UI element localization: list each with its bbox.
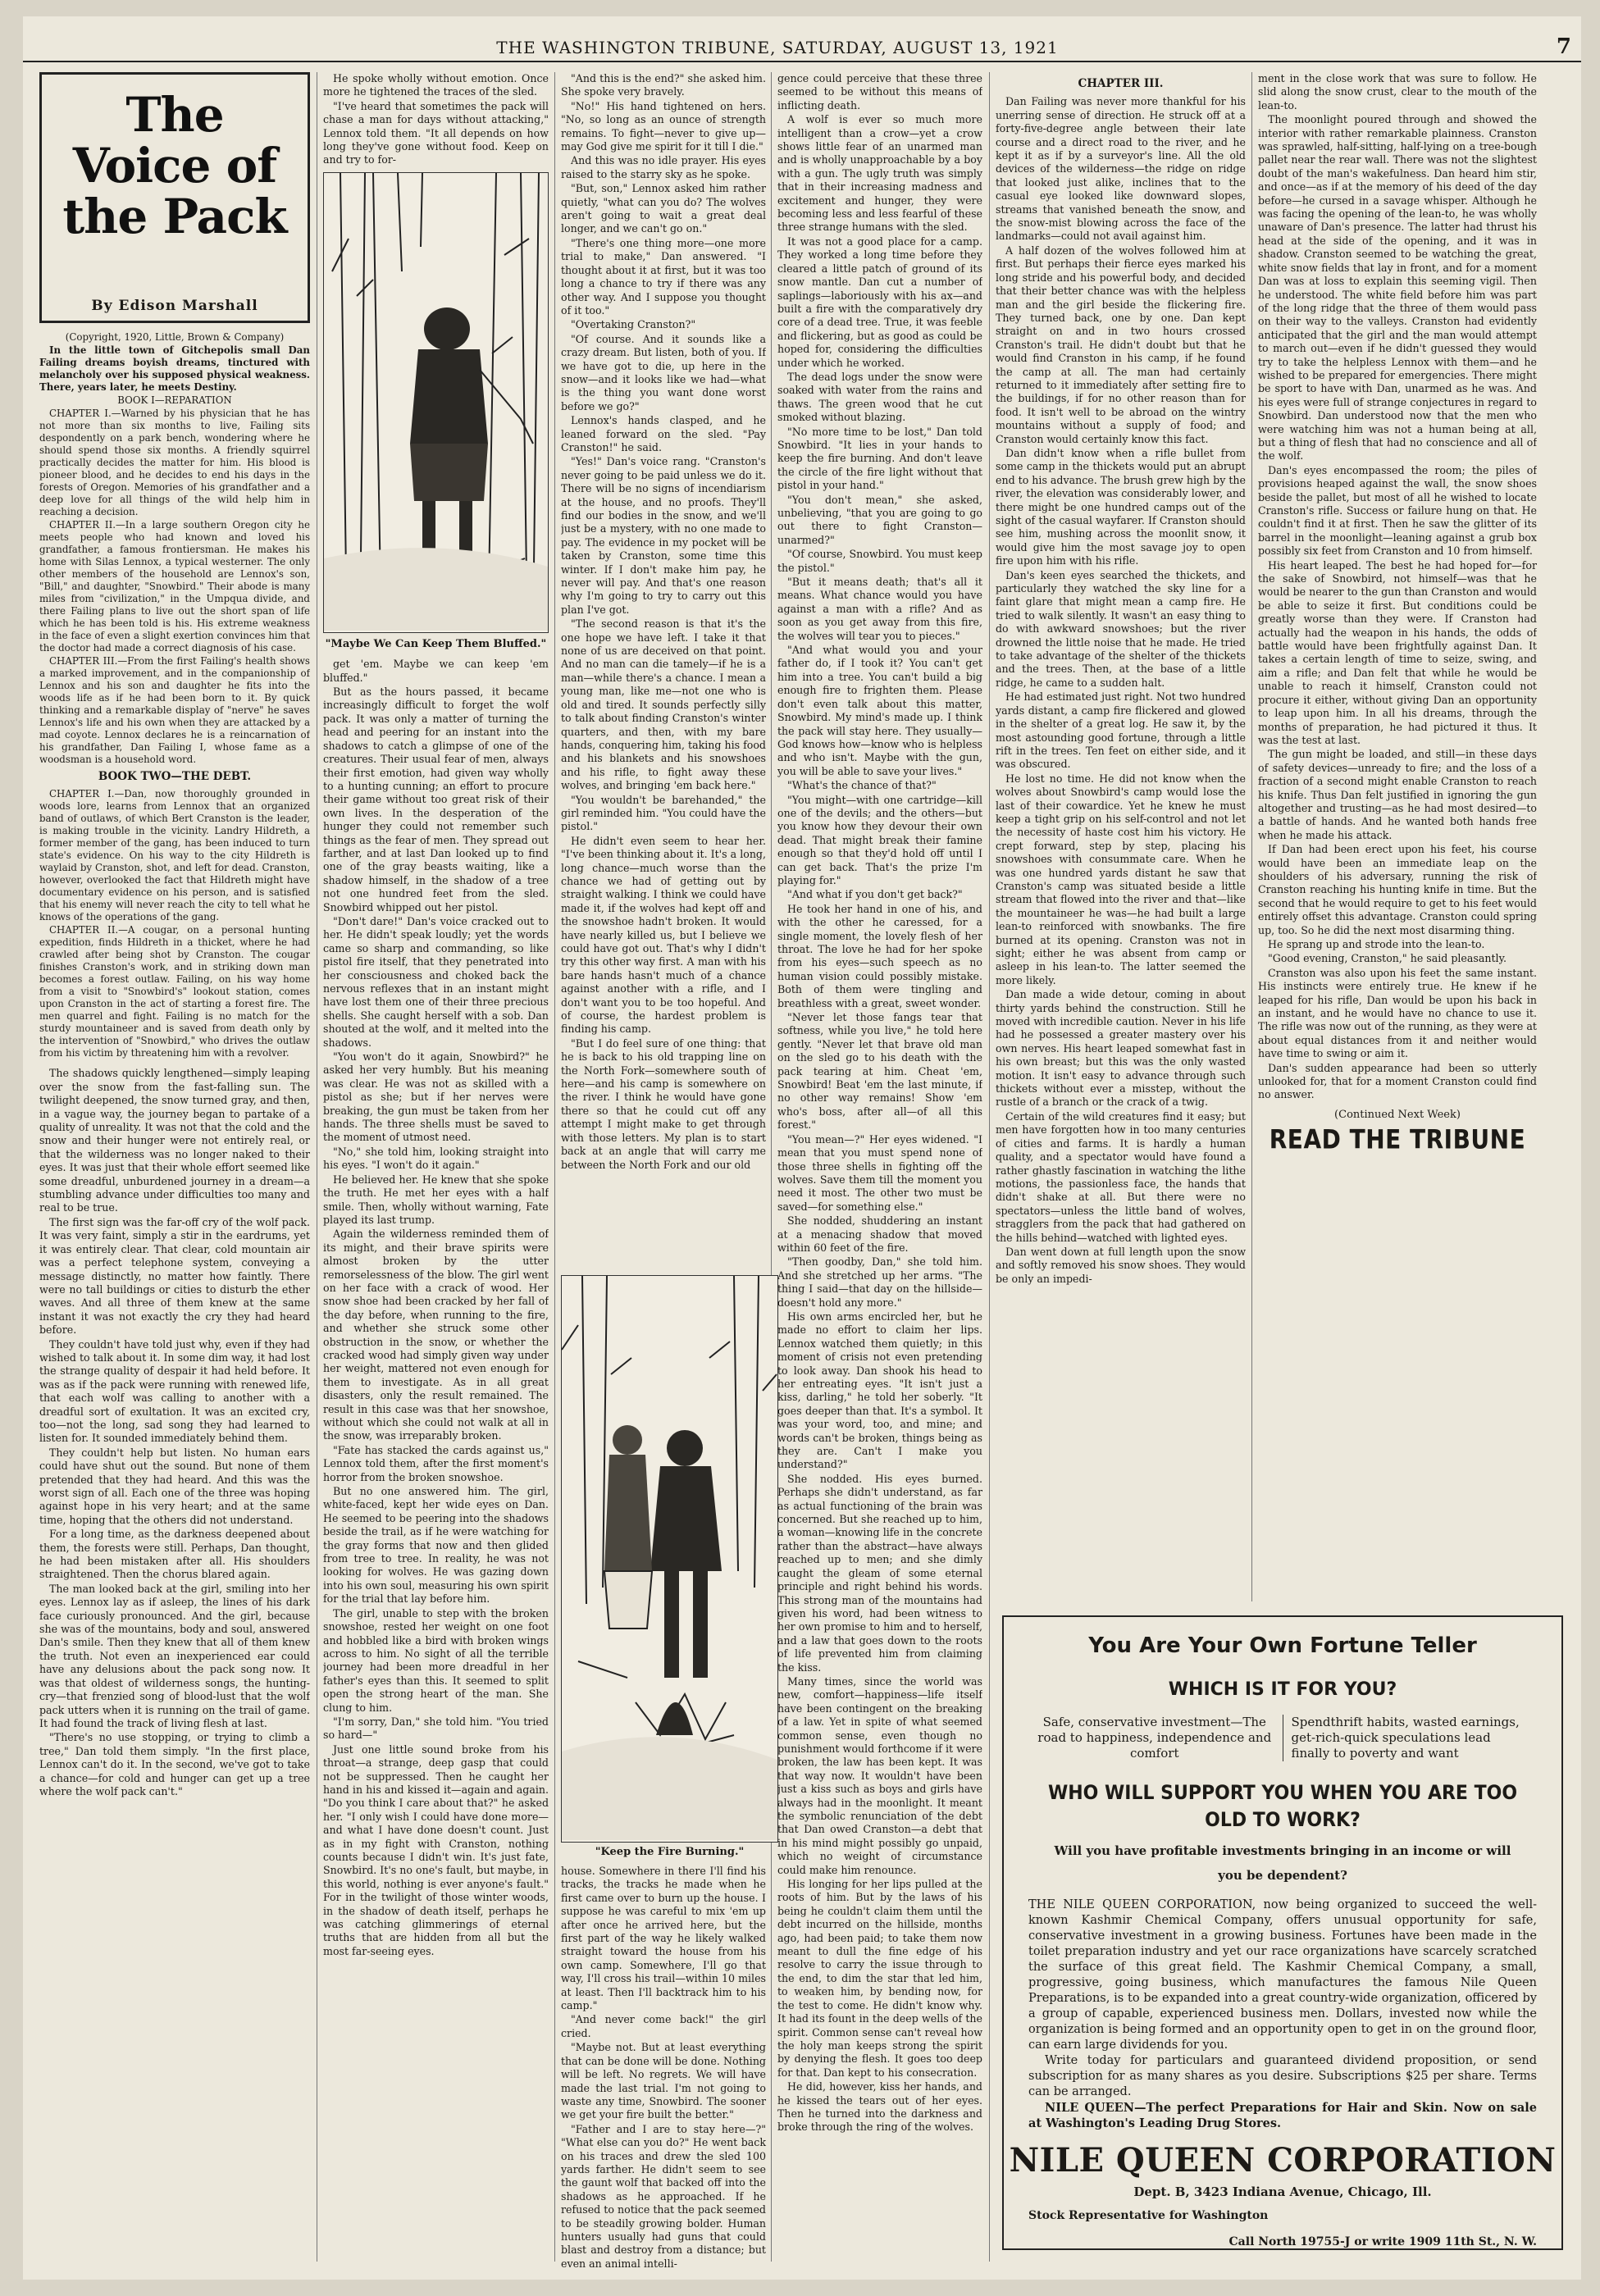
story-paragraph: "There's one thing more—one more trial to make," Dan answered. "I thought about it at first, but it was too long a chance to try if there was any other way. And I suppose you thought of it too." xyxy=(561,236,766,317)
story-paragraph: "But, son," Lennox asked him rather quietly, "what can you do? The wolves aren't going to wait a great deal longer, and we can't go on." xyxy=(561,182,766,235)
story-paragraph: "And what would you and your father do, if I took it? You can't get him into a tree. You can't build a big enough fire to frighten them. Please don't even talk about this matter, Snowbird. My mind's made up. I think the pack will stay here. They usually—God knows how—know who is helpless and who isn't. Maybe with the gun, you will be able to save your lives." xyxy=(777,644,982,777)
story-paragraph: Dan's keen eyes searched the thickets, and particularly they watched the sky line for a faint glare that might mean a camp fire. He tried to walk silently. It wasn't an easy thing to do with awkward snowshoes; but the river drowned the little noise that he made. He tried to take advantage of the shelter of the thickets and the trees. Then, at the base of a little ridge, he came to a sudden halt. xyxy=(996,568,1246,689)
story-paragraph: "And this is the end?" she asked him. She spoke very bravely. xyxy=(561,72,766,98)
story-paragraph: The girl, unable to step with the broken snowshoe, rested her weight on one foot and hobbled like a bird with broken wings across to him. No sight of all the terrible journey had been more dreadful in her father's eyes than this. It seemed to split open the strong heart of the man. She clung to him. xyxy=(323,1606,549,1714)
story-paragraph: Dan Failing was never more thankful for his unerring sense of direction. He struck off at a forty-five-degree angle between their late course and a direct road to the river, and he kept it as if by a surveyor's line. All the old devices of the wilderness—the ridge on ridge that looked just alike, inclines that to the casual eye looked like downward slopes, streams that vanished beneath the snow, and the snow-mist blowing across the face of the landmarks—could not avail against him. xyxy=(996,95,1246,243)
continued-notice: (Continued Next Week) xyxy=(1334,1108,1461,1121)
story-paragraph: He believed her. He knew that she spoke the truth. He met her eyes with a half smile. Then, wholly without warning, Fate played its last trump. xyxy=(323,1173,549,1226)
story-paragraph: ment in the close work that was sure to follow. He slid along the snow crust, clear to the mouth of the lean-to. xyxy=(1258,72,1537,112)
synopsis-paragraph: CHAPTER III.—From the first Failing's health shows a marked improvement, and in the companionship of Lennox and his son and daughter he fits into the woods life as if he had been born to it. By quick thinking and a remarkable display of "nerve" he saves Lennox's life and his own when they are attacked by a mad coyote. Lennox declares he is a reincarnation of his grandfather, Dan Failing I, whose fame as a woodsman is a household word. xyxy=(39,655,310,766)
story-paragraph: "I've heard that sometimes the pack will chase a man for days without attacking," Lennox told them. "It all depends on how long they've gone without food. Keep on and try to for- xyxy=(323,99,549,166)
story-paragraph: Dan didn't know when a rifle bullet from some camp in the thickets would put an abrupt end to his advance. The brush grew high by the river, the elevation was considerably lower, and there might be one hundred camps out of the sight of the casual wayfarer. If Cranston should see him, mushing across the moonlit snow, it would give him the most savage joy to open fire upon him with his rifle. xyxy=(996,446,1246,567)
story-paragraph: "Don't dare!" Dan's voice cracked out to her. He didn't speak loudly; yet the words came so sharp and commanding, so like pistol fire itself, that they penetrated into her consciousness and choked back the nervous reflexes that in an instant might have lost them one of their three precious shells. She caught herself with a sob. Dan shouted at the wolf, and it melted into the shadows. xyxy=(323,914,549,1049)
story-paragraph: It was not a good place for a camp. They worked a long time before they cleared a little patch of ground of its snow mantle. Dan cut a number of saplings—laboriously with his ax—and built a fire with the comparatively dry core of a dead tree. True, it was feeble and flickering, but as good as could be hoped for, considering the difficulties under which he worked. xyxy=(777,235,982,369)
ad-address: Dept. B, 3423 Indiana Avenue, Chicago, Ill. xyxy=(1133,2184,1432,2199)
ad-question: Will you have profitable investments bringing in an income or will you be dependent? xyxy=(1054,1843,1511,1883)
ad-corporation-name: NILE QUEEN CORPORATION xyxy=(1009,2141,1557,2180)
column-3-continued xyxy=(561,1865,766,2271)
story-paragraph: "Fate has stacked the cards against us," Lennox told them, after the first moment's horror from the broken snowshoe. xyxy=(323,1443,549,1483)
ad-contact: Call North 19755-J or write 1909 11th St., N. W. xyxy=(1228,2235,1537,2248)
story-paragraph: Certain of the wild creatures find it easy; but men have forgotten how in too many centuries of cities and farms. It is hardly a human quality, and a spectator would have found a rather ghastly fascination in watching the lithe motions, the passionless face, the hands that didn't shake at all. But there were no spectators—unless the little band of wolves, stragglers from the pack that had gathered on the hills behind—watched with lighted eyes. xyxy=(996,1109,1246,1244)
story-paragraph: The first sign was the far-off cry of the wolf pack. It was very faint, simply a stir in the eardrums, yet it was entirely clear. That clear, cold mountain air was a perfect telephone system, conveying a message distinctly, no matter how faintly. There were no tall buildings or cities to disturb the ether waves. And all three of them knew at the same instant it was not exactly the cry they had heard before. xyxy=(39,1215,310,1337)
story-paragraph: "Of course. And it sounds like a crazy dream. But listen, both of you. If we have got to die, up here in the snow—and it looks like we had—what is the thing you want done worst before we go?" xyxy=(561,332,766,412)
story-paragraph: And this was no idle prayer. His eyes raised to the starry sky as he spoke. xyxy=(561,154,766,180)
ad-comparison-left: Safe, conservative investment—The road to happiness, independence and comfort xyxy=(1027,1715,1283,1761)
story-paragraph: The shadows quickly lengthened—simply leaping over the snow from the fast-falling sun. The twilight deepened, the snow turned gray, and then, in a vague way, the journey began to partake of a quality of unreality. It was not that the cold and the snow and their hunger were not entirely real, or that the wilderness was no longer naked to their eyes. It was just that their whole effort seemed like some dreadful, unburdened journey in a dream—a stumbling advance under difficulties too many and real to be true. xyxy=(39,1067,310,1214)
illustration-drawing xyxy=(562,1276,777,1840)
story-paragraph: "You mean—?" Her eyes widened. "I mean that you must spend none of those three shells in fighting off the wolves. Save them till the moment you need it most. The other two must be saved—for something else." xyxy=(777,1132,982,1213)
synopsis-paragraph: CHAPTER II.—In a large southern Oregon city he meets people who had known and loved his grandfather, a famous frontiersman. He makes his home with Silas Lennox, a typical westerner. The only other members of the household are Lennox's son, "Bill," and daughter, "Snowbird." Their abode is many miles from "civilization," in the Umpqua divide, and there Failing plans to live out the short span of life which he has been told is his. His extreme weakness in the face of even a slight exertion convinces him that the doctor had made a correct diagnosis of his case. xyxy=(39,519,310,654)
ad-comparison xyxy=(1027,1715,1538,1761)
ad-comparison-right: Spendthrift habits, wasted earnings, get-rich-quick speculations lead finally to poverty and want xyxy=(1291,1715,1520,1761)
story-paragraph: He did, however, kiss her hands, and he kissed the tears out of her eyes. Then he turned into the darkness and broke through the ring of the wolves. xyxy=(777,2080,982,2134)
story-paragraph: "And never come back!" the girl cried. xyxy=(561,2013,766,2039)
story-paragraph: The dead logs under the snow were soaked with water from the rains and thaws. The green wood that he cut smoked without blazing. xyxy=(777,370,982,424)
story-paragraph: Dan's eyes encompassed the room; the piles of provisions heaped against the wall, the snow shoes beside the pallet, but most of all he wished to locate Cranston's rifle. Success or failure hung on that. He couldn't find it at first. Then he saw the glitter of its barrel in the moonlight—leaning against a grub box possibly six feet from Cranston and 10 from himself. xyxy=(1258,463,1537,558)
story-title-box xyxy=(39,72,310,323)
story-paragraph: Dan made a wide detour, coming in about thirty yards behind the construction. Still he moved with incredible caution. Never in his life had he possessed a greater mastery over his own nerves. His heart leaped somewhat fast in his own breast; but this was the only wasted motion. It isn't easy to advance through such thickets without ever a misstep, without the rustle of a branch or the crack of a twig. xyxy=(996,988,1246,1109)
story-paragraph: "But it means death; that's all it means. What chance would you have against a man with a rifle? And as soon as you get away from this fire, the wolves will tear you to pieces." xyxy=(777,576,982,642)
story-paragraph: "I'm sorry, Dan," she told him. "You tried so hard—" xyxy=(323,1715,549,1742)
column-5 xyxy=(996,72,1246,1601)
copyright: (Copyright, 1920, Little, Brown & Company) xyxy=(65,331,285,344)
ad-body xyxy=(1028,1897,1537,2131)
story-paragraph: get 'em. Maybe we can keep 'em bluffed." xyxy=(323,658,549,684)
story-paragraph: house. Somewhere in there I'll find his tracks, the tracks he made when he first came over to burn up the house. I suppose he was careful to mix 'em up after once he arrived here, but the first part of the way he likely walked straight toward the house from his own camp. Somewhere, I'll go that way, I'll cross his trail—within 10 miles at least. Then I'll backtrack him to his camp." xyxy=(561,1865,766,2012)
story-paragraph: "The second reason is that it's the one hope we have left. I take it that none of us are deceived on that point. And no man can die tamely—if he is a man—while there's a chance. I mean a young man, like me—not one who is old and tired. It sounds perfectly silly to talk about finding Cranston's winter quarters, and then, with my bare hands, conquering him, taking his food and his blankets and his snowshoes and his rifle, to fight away these wolves, and bringing 'em back here." xyxy=(561,617,766,792)
story-paragraph: "Good evening, Cranston," he said pleasantly. xyxy=(1268,952,1507,965)
story-paragraph: Lennox's hands clasped, and he leaned forward on the sled. "Pay Cranston!" he said. xyxy=(561,414,766,453)
synopsis-paragraph: CHAPTER II.—A cougar, on a personal hunting expedition, finds Hildreth in a thicket, where he had crawled after being shot by Cranston. The cougar finishes Cranston's work, and in striking down man becomes a forest outlaw. Failing, on his way home from a visit to "Snowbird's" lookout station, comes upon Cranston in the act of starting a forest fire. The men quarrel and fight. Failing is no match for the sturdy mountaineer and is saved from death only by the intervention of "Snowbird," who drives the outlaw from his victim by threatening him with a revolver. xyxy=(39,924,310,1059)
story-paragraph: She nodded, shuddering an instant at a menacing shadow that moved within 60 feet of the fire. xyxy=(777,1214,982,1254)
story-paragraph: The gun might be loaded, and still—in these days of safety devices—unready to fire; and the loss of a fraction of a second might enable Cranston to reach his knife. Thus Dan felt justified in ignoring the gun altogether and trusting—as he had most desired—to a battle of hands. And he wanted both hands free when he made his attack. xyxy=(1258,748,1537,841)
story-paragraph: Many times, since the world was new, comfort—happiness—life itself have been contingent on the breaking of a law. Yet in spite of what seemed common sense, even though no punishment would forthcome if it were broken, the law has been kept. It was that way now. It wouldn't have been just a kiss such as boys and girls have always had in the moonlight. It meant the symbolic renunciation of the debt that Dan owed Cranston—a debt that in his mind might possibly go unpaid, which no weight of circumstance could make him renounce. xyxy=(777,1674,982,1876)
nile-queen-advertisement xyxy=(1002,1615,1563,2250)
story-paragraph: "Never let those fangs tear that softness, while you live," he told here gently. "Never let that brave old man on the sled go to his death with the pack tearing at him. Cheat 'em, Snowbird! Beat 'em the last minute, if no other way remains! Show 'em who's boss, after all—of all this forest." xyxy=(777,1011,982,1132)
ad-headline: You Are Your Own Fortune Teller xyxy=(1088,1633,1477,1658)
column-4 xyxy=(777,72,982,2262)
story-paragraph: She nodded. His eyes burned. Perhaps she didn't understand, as far as actual functioning of the brain was concerned. But she reached up to him, a woman—knowing life in the concrete rather than the abstract—have always reached up to men; and she dimly caught the gleam of some eternal principle and right behind his words. This strong man of the mountains had given his word, had been witness to her own promise to him and to herself, and a law that goes down to the roots of life prevented him from claiming the kiss. xyxy=(777,1472,982,1674)
ad-paragraph: NILE QUEEN—The perfect Preparations for Hair and Skin. Now on sale at Washington's Leading Drug Stores. xyxy=(1028,2101,1537,2130)
book-heading: BOOK I—REPARATION xyxy=(117,394,232,407)
story-paragraph: Dan's sudden appearance had been so utterly unlooked for, that for a moment Cranston could find no answer. xyxy=(1258,1061,1537,1101)
story-paragraph: Cranston was also upon his feet the same instant. His instincts were entirely true. He knew if he leaped for his rifle, Dan would be upon his back in an instant, and he would have no chance to use it. The rifle was now out of the running, as they were at about equal distances from it and neither would have time to swing or aim it. xyxy=(1258,966,1537,1060)
story-paragraph: "Maybe not. But at least everything that can be done will be done. Nothing will be left. No regrets. We will have made the last trial. I'm not going to waste any time, Snowbird. The sooner we get your fire built the better." xyxy=(561,2041,766,2121)
story-paragraph: gence could perceive that these three seemed to be without this means of inflicting death. xyxy=(777,72,982,112)
newspaper-page xyxy=(23,16,1581,2280)
synopsis-paragraph: CHAPTER I.—Warned by his physician that he has not more than six months to live, Failing sits despondently on a park bench, wondering where he should spend those six months. A friendly squirrel practically decides the matter for him. His blood is pioneer blood, and he decides to end his days in the forests of Oregon. Memories of his grandfather and a deep love for all things of the wild help him in reaching a decision. xyxy=(39,408,310,518)
story-paragraph: The man looked back at the girl, smiling into her eyes. Lennox lay as if asleep, the lines of his dark face curiously pronounced. And the girl, because she was of the mountains, body and soul, answered Dan's smile. Then they knew that all of them knew the truth. Not even an inexperienced ear could have any delusions about the pack song now. It was that oldest of wilderness songs, the hunting-cry—that frenzied song of blood-lust that the wolf pack utters when it is running on the trail of game. It had found the track of living flesh at last. xyxy=(39,1582,310,1729)
story-paragraph: "You don't mean," she asked, unbelieving, "that you are going to go out there to fight Cranston—unarmed?" xyxy=(777,493,982,546)
illustration-woodsman-with-sled xyxy=(323,172,549,633)
column-2 xyxy=(323,72,549,2262)
story-paragraph: For a long time, as the darkness deepened about them, the forests were still. Perhaps, Dan thought, he had been mistaken after all. His shoulders straightened. Then the chorus blared again. xyxy=(39,1528,310,1581)
story-paragraph: "No more time to be lost," Dan told Snowbird. "It lies in your hands to keep the fire burning. And don't leave the circle of the fire light without that pistol in your hand." xyxy=(777,425,982,492)
story-paragraph: "No," she told him, looking straight into his eyes. "I won't do it again." xyxy=(323,1145,549,1172)
story-paragraph: Dan went down at full length upon the snow and softly removed his snow shoes. They would be only an impedi- xyxy=(996,1245,1246,1285)
story-paragraph: His longing for her lips pulled at the roots of him. But by the laws of his being he couldn't claim them until the debt incurred on the hillside, months ago, had been paid; to take them now meant to dull the fine edge of his resolve to carry the issue through to the end, to dim the star that led him, to weaken him, by bending now, for the test to come. He didn't know why. It had its fount in the deep wells of the spirit. Common sense can't reveal how the holy man keeps strong the spirit by denying the flesh. It goes too deep for that. Dan kept to his consecration. xyxy=(777,1878,982,2079)
story-paragraph: A wolf is ever so much more intelligent than a crow—yet a crow shows little fear of an unarmed man and is wholly unapproachable by a boy with a gun. The ugly truth was simply that in their increasing madness and excitement and hunger, they were becoming less and less fearful of these three strange humans with the sled. xyxy=(777,113,982,234)
masthead xyxy=(23,33,1581,62)
synopsis xyxy=(39,331,310,1059)
page-number: 7 xyxy=(1556,34,1571,59)
story-paragraph: He had estimated just right. Not two hundred yards distant, a camp fire flickered and glowed in the shelter of a great log. He saw it, by the most astounding good fortune, through a little rift in the trees. Ten feet on either side, and it was obscured. xyxy=(996,690,1246,771)
story-paragraph: "And what if you don't get back?" xyxy=(787,888,963,901)
ad-question-headline: WHO WILL SUPPORT YOU WHEN YOU ARE TOO OLD TO WORK? xyxy=(1047,1782,1518,1832)
ad-representative: Stock Representative for Washington xyxy=(1028,2209,1269,2222)
story-paragraph: If Dan had been erect upon his feet, his course would have been an immediate leap on the shoulders of his adversary, running the risk of Cranston reaching his hunting knife in time. But the second that he would require to get to his feet would entirely offset this advantage. Cranston could spring up, too. So he did the next most disarming thing. xyxy=(1258,843,1537,936)
book-heading: BOOK TWO—THE DEBT. xyxy=(98,770,252,784)
story-paragraph: "Yes!" Dan's voice rang. "Cranston's never going to be paid unless we do it. There will be no signs of incendiarism at the house, and no proofs. They'll find our bodies in the snow, and we'll just be a mystery, with no one made to pay. The evidence in my pocket will be taken by Cranston, some time this winter. If I don't make him pay, he never will pay. And that's one reason why I'm going to try to carry out this plan I've got. xyxy=(561,455,766,616)
story-paragraph: They couldn't help but listen. No human ears could have shut out the sound. But none of them pretended that they had heard. And this was the worst sign of all. Each one of the three was hoping against hope in his very heart; and at the same time, hoping that the others did not understand. xyxy=(39,1446,310,1526)
story-paragraph: Just one little sound broke from his throat—a strange, deep gasp that could not be suppressed. Then he caught her hand in his and kissed it—again and again. "Do you think I care about that?" he asked her. "I only wish I could have done more—and what I have done doesn't count. Just as in my fight with Cranston, nothing counts because I didn't win. It's just fate, Snowbird. It's no one's fault, but maybe, in this world, nothing is ever anyone's fault." For in the twilight of those winter woods, in the shadow of death itself, perhaps he was catching glimmerings of eternal truths that are hidden from all but the most far-seeing eyes. xyxy=(323,1742,549,1957)
story-paragraph: They couldn't have told just why, even if they had wished to talk about it. In some dim way, it had lost the strange quality of despair it had held before. It was as if the pack were running with renewed life, that each wolf was calling to another with a dreadful sort of exultation. It was an excited cry, too—not the long, sad song they had learned to listen for. It sounded immediately behind them. xyxy=(39,1337,310,1445)
story-paragraph: His heart leaped. The best he had hoped for—for the sake of Snowbird, not himself—was that he would be nearer to the gun than Cranston and would be able to seize it first. But conditions could be greatly worse than they were. If Cranston had actually had the weapon in his hands, the odds of battle would have been frightfully against Dan. It takes a certain length of time to seize, swing, and aim a rifle; and Dan felt that while he would be unable to reach it himself, Cranston could not procure it either, without giving Dan an opportunity to leap upon him. In all his dreams, through the months of preparation, he had pictured it thus. It was the test at last. xyxy=(1258,558,1537,746)
column-rule xyxy=(554,72,555,2262)
story-paragraph: "But I do feel sure of one thing: that he is back to his old trapping line on the North Fork—somewhere south of here—and his camp is somewhere on the river. I think he would have gone there so that he could cut off any attempt I might make to get through with those letters. My plan is to start back at an angle that will carry me between the North Fork and our old xyxy=(561,1036,766,1171)
column-6 xyxy=(1258,72,1537,1601)
story-paragraph: "You might—with one cartridge—kill one of the devils; and the others—but you know how they devour their own dead. That might break their famine enough so that they'd hold off until I can get back. That's the prize I'm playing for." xyxy=(777,793,982,886)
synopsis-intro: In the little town of Gitchepolis small Dan Failing dreams boyish dreams, tinctured with melancholy over his supposed physical weakness. There, years later, he meets Destiny. xyxy=(39,344,310,394)
story-paragraph: The moonlight poured through and showed the interior with rather remarkable plainness. Cranston was sprawled, half-sitting, half-lying on a tree-bough pallet near the rear wall. There was not the slightest doubt of the man's wakefulness. Dan heard him stir, and once—as if at the memory of his deed of the day before—he cursed in a savage whisper. Although he was facing the opening of the lean-to, he was wholly unaware of Dan's presence. The latter had thrust his head at the side of the opening, and it was in shadow. Cranston seemed to be watching the great, white snow fields that lay in front, and for a moment Dan was at loss to explain this seeming vigil. Then he understood. The white field before him was part of the long ridge that the three of them would pass on their way to the valleys. Cranston had evidently anticipated that the girl and the man would attempt to march out—even if he didn't guessed they would try to take the helpless Lennox with them—and he wished to be prepared for emergencies. There might be sport to have with Dan, unarmed as he was. And his eyes were full of strange conjectures in regard to Snowbird. Dan understood now that the men who were watching him was not a human being at all, but a thing of flesh that had no conscience and all of the wolf. xyxy=(1258,113,1537,462)
story-paragraph: But no one answered him. The girl, white-faced, kept her wide eyes on Dan. He seemed to be peering into the shadows beside the trail, as if he were watching for the gray forms that now and then glided from tree to tree. In reality, he was not looking for wolves. He was gazing down into his own soul, measuring his own spirit for the trial that lay before him. xyxy=(323,1485,549,1606)
story-paragraph: His own arms encircled her, but he made no effort to claim her lips. Lennox watched them quietly; in this moment of crisis not even pretending to look away. Dan shook his head to her entreating eyes. "It isn't just a kiss, darling," he told her soberly. "It goes deeper than that. It's a symbol. It was your word, too, and mine; and words can't be broken, things being as they are. Can't I make you understand?" xyxy=(777,1310,982,1471)
story-paragraph: He didn't even seem to hear her. "I've been thinking about it. It's a long, long chance—much worse than the chance we had of getting out by straight walking. I think we could have made it, if the wolves had kept off and the snowshoe hadn't broken. It would have nearly killed us, but I believe we could have got out. That's why I didn't try this other way first. A man with his bare hands hasn't much of a chance against another with a rifle, and I don't want you to be too hopeful. And of course, the hardest problem is finding his camp. xyxy=(561,834,766,1036)
illustration-caption: "Keep the Fire Burning." xyxy=(595,1846,745,1858)
story-paragraph: "You wouldn't be barehanded," the girl reminded him. "You could have the pistol." xyxy=(561,793,766,833)
story-title: The Voice of the Pack xyxy=(62,87,287,244)
story-byline: By Edison Marshall xyxy=(91,298,258,314)
chapter-heading: CHAPTER III. xyxy=(1078,77,1164,90)
story-paragraph: He spoke wholly without emotion. Once more he tightened the traces of the sled. xyxy=(323,72,549,98)
story-paragraph: "Then goodby, Dan," she told him. And she stretched up her arms. "The thing I said—that day on the hillside—doesn't hold any more." xyxy=(777,1255,982,1309)
story-paragraph: But as the hours passed, it became increasingly difficult to forget the wolf pack. It was only a matter of turning the head and peering for an instant into the shadows to catch a glimpse of one of the creatures. Their usual fear of men, always their first emotion, had given way wholly to a hunting cunning; an effort to procure their game without too great risk of their own lives. In the desperation of the hunger they could not remember such things as the fear of men. They spread out farther, and at last Dan looked up to find one of the gray beasts waiting, like a shadow himself, in the shadow of a tree not one hundred feet from the sled. Snowbird whipped out her pistol. xyxy=(323,686,549,913)
story-paragraph: Again the wilderness reminded them of its might, and their brave spirits were almost broken by the utter remorselessness of the blow. The girl went on her face with a crack of wood. Her snow shoe had been cracked by her fall of the day before, when running to the fire, and whether she struck some other obstruction in the snow, or whether the cracked wood had simply given way under her weight, mattered not even enough for them to investigate. As in all great disasters, only the result remained. The result in this case was that her snowshoe, without which she could not walk at all in the snow, was irreparably broken. xyxy=(323,1228,549,1442)
column-rule xyxy=(1251,72,1252,1601)
illustration-block xyxy=(561,1275,778,2270)
story-paragraph: "There's no use stopping, or trying to climb a tree," Dan told them simply. "In the first place, Lennox can't do it. In the second, we've got to take a chance—for cold and hunger can get up a tree where the wolf pack can't." xyxy=(39,1731,310,1797)
story-paragraph: "No!" His hand tightened on hers. "No, so long as an ounce of strength remains. To fight—never to give up—may God give me spirit for it till I die." xyxy=(561,99,766,153)
story-paragraph: "Father and I are to stay here—?" "What else can you do?" He went back on his traces and drew the sled 100 yards farther. He didn't seem to see the gaunt wolf that backed off into the shadows as he approached. If he refused to notice that the pack seemed to be steadily growing bolder. Human hunters usually had guns that could blast and destroy from a distance; but even an animal intelli- xyxy=(561,2122,766,2270)
column-rule xyxy=(989,72,990,2262)
story-paragraph: "Of course, Snowbird. You must keep the pistol." xyxy=(777,548,982,574)
ad-subheadline: WHICH IS IT FOR YOU? xyxy=(1168,1679,1397,1700)
story-paragraph: He took her hand in one of his, and with the other he caressed, for a single moment, the lovely flesh of her throat. The love he had for her spoke from his eyes—such speech as no human vision could possibly mistake. Both of them were tingling and breathless with a great, sweet wonder. xyxy=(777,902,982,1009)
masthead-line: THE WASHINGTON TRIBUNE, SATURDAY, AUGUST 13, 1921 xyxy=(496,38,1059,57)
illustration-caption: "Maybe We Can Keep Them Bluffed." xyxy=(325,637,547,650)
illustration-fire-camp xyxy=(561,1275,778,1843)
story-paragraph: "Overtaking Cranston?" xyxy=(571,318,696,331)
read-the-tribune-banner: READ THE TRIBUNE xyxy=(1269,1123,1526,1155)
ad-paragraph: Write today for particulars and guaranteed dividend proposition, or send subscription for as many shares as you desire. Subscriptions $25 per share. Terms can be arranged. xyxy=(1028,2054,1537,2098)
story-paragraph: A half dozen of the wolves followed him at first. But perhaps their fierce eyes marked his long stride and his powerful body, and decided that their better chance was with the helpless man and the girl beside the flickering fire. They turned back, one by one. Dan kept straight on and in two hours crossed Cranston's trail. He didn't doubt but that he would find Cranston in his camp, if he found the camp at all. The man had certainly returned to it immediately after setting fire to the buildings, if for no other reason than for food. It isn't well to be abroad on the wintry mountains without a supply of food; and Cranston would certainly know this fact. xyxy=(996,244,1246,445)
illustration-drawing xyxy=(324,173,548,631)
column-1 xyxy=(39,72,310,2262)
story-paragraph: "What's the chance of that?" xyxy=(787,779,937,792)
story-paragraph: "You won't do it again, Snowbird?" he asked her very humbly. But his meaning was clear. He was not as skilled with a pistol as she; but if her nerves were breaking, the gun must be taken from her hands. The three shells must be saved to the moment of utmost need. xyxy=(323,1050,549,1144)
ad-paragraph: THE NILE QUEEN CORPORATION, now being organized to succeed the well-known Kashmir Chemical Company, offers unusual opportunity for safe, conservative investment in a growing business. Fortunes have been made in the toilet preparation industry and yet our race organizations have scarcely scratched the surface of this great field. The Kashmir Chemical Company, a small, progressive, going business, which manufactures the famous Nile Queen Preparations, is to be expanded into a great country-wide organization, officered by a group of capable, experienced business men. Dollars, invested now while the organization is being formed and an opportunity open to get in on the ground floor, can earn large dividends for you. xyxy=(1028,1898,1537,2052)
story-paragraph: He sprang up and strode into the lean-to. xyxy=(1268,938,1485,950)
story-paragraph: He lost no time. He did not know when the wolves about Snowbird's camp would lose the last of their cowardice. Yet he knew he must keep a tight grip on his self-control and not let the necessity of haste cost him his victory. He crept forward, step by step, placing his snowshoes with consummate care. When he was one hundred yards distant he saw that Cranston's camp was situated beside a little stream that flowed into the river and that—like the mountaineer he was—he had built a large lean-to reinforced with snowbanks. The fire burned at its opening. Cranston was not in sight; either he was absent from camp or asleep in his lean-to. The latter seemed the more likely. xyxy=(996,772,1246,986)
synopsis-paragraph: CHAPTER I.—Dan, now thoroughly grounded in woods lore, learns from Lennox that an organized band of outlaws, of which Bert Cranston is the leader, is making trouble in the vicinity. Landry Hildreth, a former member of the gang, has been induced to turn state's evidence. On his way to the city Hildreth is waylaid by Cranston, shot, and left for dead. Cranston, however, overlooked the fact that Hildreth might have documentary evidence on his person, and is satisfied that his enemy will never reach the city to tell what he knows of the operations of the gang. xyxy=(39,788,310,923)
